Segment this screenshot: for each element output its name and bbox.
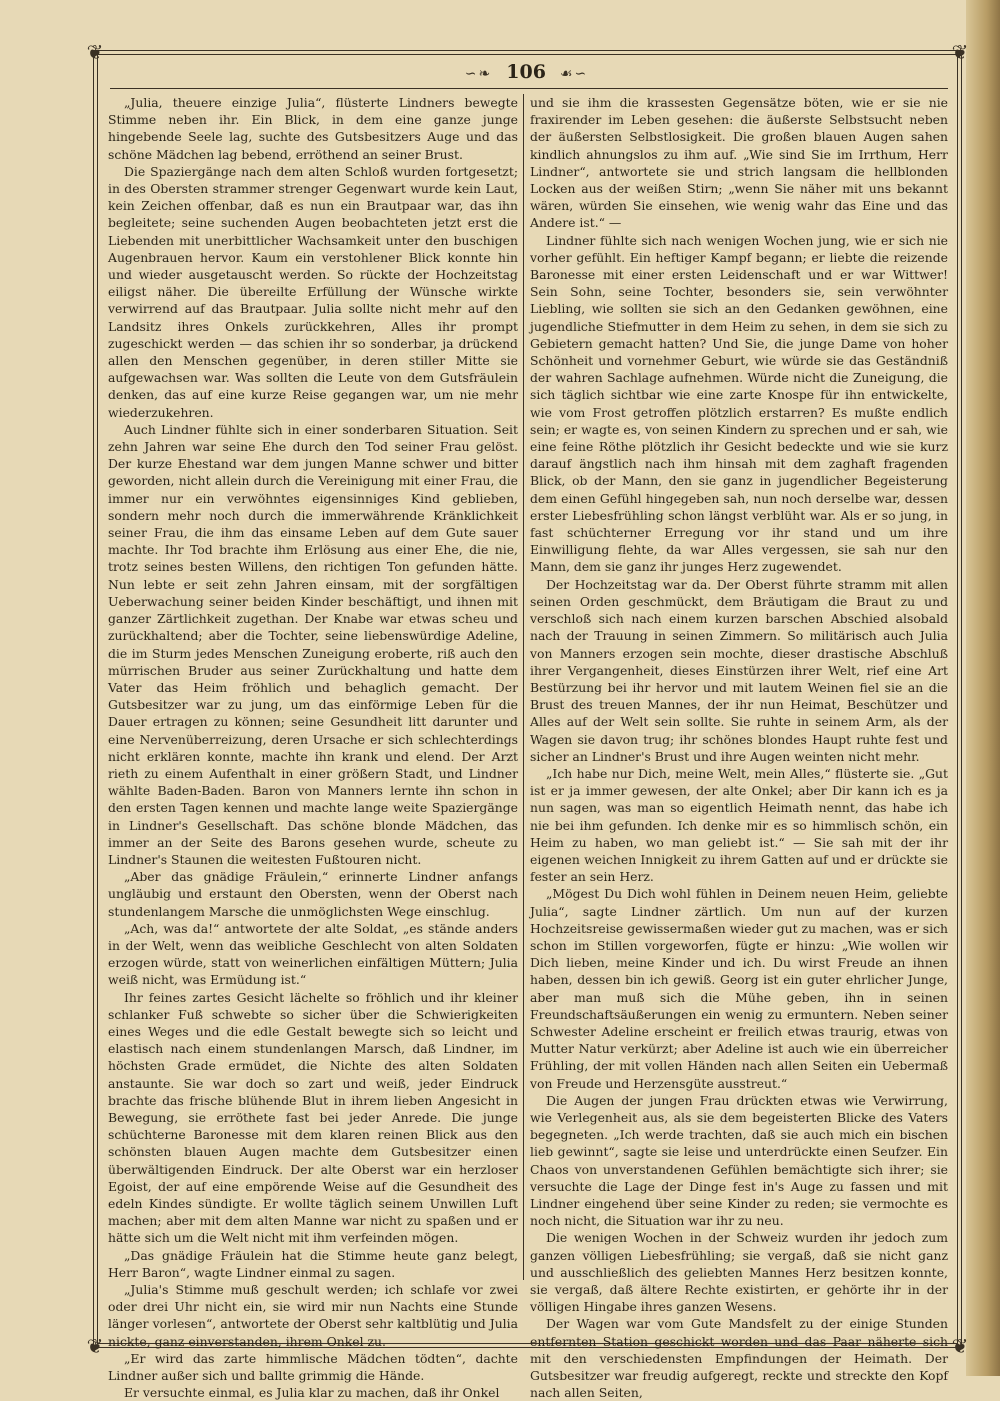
header-ornament-left-icon: ∽❧ — [464, 66, 493, 82]
paragraph: „Er wird das zarte himmlische Mädchen tödten“, dachte Lindner außer sich und ballte grimmig die Hände. — [108, 1350, 518, 1384]
paragraph: Lindner fühlte sich nach wenigen Wochen jung, wie er sich nie vorher gefühlt. Ein heftiger Kampf begann; er liebte die reizende Baronesse mit einer ersten Leidenschaft und er war Wittwer! Sein Sohn, seine Tochter, besonders sie, sein verwöhnter Liebling, wie sollten sie sich an den Gedanken gewöhnen, eine jugendliche Stiefmutter in dem Heim zu sehen, in dem sie sich zu Gebietern gemacht hatten? Und Sie, die junge Dame von hoher Schönheit und vornehmer Geburt, wie würde sie das Geständniß der wahren Sachlage aufnehmen. Würde nicht die Zuneigung, die sich täglich sichtbar wie eine zarte Knospe für ihn entwickelte, wie vom Frost getroffen plötzlich erstarren? Es mußte endlich sein; er wagte es, von seinen Kindern zu sprechen und er sah, wie eine feine Röthe plötzlich ihr Gesicht bedeckte und wie sie kurz darauf ängstlich nach ihm hinsah mit dem zaghaft fragenden Blick, ob der Mann, den sie ganz in jugendlicher Begeisterung dem einen Gefühl hingegeben sah, nun noch derselbe war, dessen erster Liebesfrühling schon längst verblüht war. Als er so jung, in fast schüchterner Erregung vor ihr stand und um ihre Einwilligung flehte, da war Alles vergessen, sie sah nur den Mann, dem sie ganz ihr junges Herz zugewendet. — [530, 232, 948, 575]
paragraph: „Ich habe nur Dich, meine Welt, mein Alles,“ flüsterte sie. „Gut ist er ja immer gewesen, der alte Onkel; aber Dir kann ich es ja nun sagen, was man so eigentlich Heimath nennt, das habe ich nie bei ihm gefunden. Ich denke mir es so himmlisch schön, ein Heim zu haben, wo man geliebt ist.“ — Sie sah mit der ihr eigenen weichen Innigkeit zu ihrem Gatten auf und er drückte sie fester an sein Herz. — [530, 765, 948, 885]
paragraph: „Julia, theuere einzige Julia“, flüsterte Lindners bewegte Stimme neben ihr. Ein Blick, in dem eine ganze junge hingebende Seele lag, suchte des Gutsbesitzers Auge und das schöne Mädchen lag bebend, erröthend an seiner Brust. — [108, 95, 518, 162]
paragraph: Er versuchte einmal, es Julia klar zu machen, daß ihr Onkel — [124, 1385, 500, 1401]
header-rule — [110, 88, 948, 89]
paragraph: Die wenigen Wochen in der Schweiz wurden ihr jedoch zum ganzen völligen Liebesfrühling; sie vergaß, daß sie nicht ganz und ausschließlich des geliebten Mannes Herz besitzen konnte, sie vergaß, daß ältere Rechte existirten, er gehörte ihr in der völligen Hingabe ihres ganzen Wesens. — [530, 1230, 948, 1315]
paragraph: Auch Lindner fühlte sich in einer sonderbaren Situation. Seit zehn Jahren war seine Ehe durch den Tod seiner Frau gelöst. Der kurze Ehestand war dem jungen Manne schwer und bitter geworden, nicht allein durch die Vereinigung mit einer Frau, die immer nur ein verwöhntes eigensinniges Kind geblieben, sondern mehr noch durch die immerwährende Kränklichkeit seiner Frau, die ihm das einsame Leben auf dem Gute sauer machte. Ihr Tod brachte ihm Erlösung aus einer Ehe, die nie, trotz seines besten Willens, den richtigen Ton gefunden hätte. Nun lebte er seit zehn Jahren einsam, mit der sorgfältigen Ueberwachung seiner beiden Kinder beschäftigt, und ihnen mit ganzer Zärtlichkeit zugethan. Der Knabe war etwas scheu und zurückhaltend; aber die Tochter, seine liebenswürdige Adeline, die im Sturm jedes Menschen Zuneigung eroberte, riß auch den mürrischen Bruder aus seiner Zurückhaltung und hatte dem Vater das Heim fröhlich und behaglich gemacht. Der Gutsbesitzer war zu jung, um das einförmige Leben für die Dauer ertragen zu können; seine Gesundheit litt darunter und eine Nervenüberreizung, deren Ursache er sich schlechterdings nicht erklären konnte, machte ihn krank und elend. Der Arzt rieth zu einem Aufenthalt in einer größern Stadt, und Lindner wählte Baden-Baden. Baron von Manners lernte ihn schon in den ersten Tagen kennen und machte lange weite Spaziergänge in Lindner's Gesellschaft. Das schöne blonde Mädchen, das immer an der Seite des Barons gesehen wurde, scheute zu Lindner's Staunen die weitesten Fußtouren nicht. — [108, 421, 518, 867]
page-number: 106 — [506, 61, 546, 83]
paragraph: Die Spaziergänge nach dem alten Schloß wurden fortgesetzt; in des Obersten strammer strenger Gegenwart wurde kein Laut, kein Zeichen offenbar, daß es nun ein Brautpaar war, das ihn begleitete; seine suchenden Augen beobachteten jetzt erst die Liebenden mit unerbittlicher Wachsamkeit unter den buschigen Augenbrauen hervor. Kaum ein verstohlener Blick konnte hin und wieder ausgetauscht werden. So rückte der Hochzeitstag eiligst näher. Die übereilte Erfüllung der Wünsche wirkte verwirrend auf das Brautpaar. Julia sollte nicht mehr auf den Landsitz ihres Onkels zurückkehren, Alles ihr prompt zugeschickt werden — das schien ihr so sonderbar, ja drückend allen den Menschen gegenüber, in deren stiller Mitte sie aufgewachsen war. Was sollten die Leute von dem Gutsfräulein denken, das auf eine kurze Reise gegangen war, um nie mehr wiederzukehren. — [108, 163, 518, 420]
paragraph: „Das gnädige Fräulein hat die Stimme heute ganz belegt, Herr Baron“, wagte Lindner einmal zu sagen. — [108, 1247, 518, 1280]
column-divider — [523, 94, 524, 1280]
left-column — [108, 94, 518, 1401]
corner-ornament-bottom-left: ❦ — [86, 1334, 104, 1358]
paragraph-continued: und sie ihm die krassesten Gegensätze böten, wie er sie nie fraxirender im Leben gesehen: die äußerste Selbstsucht neben der äußersten Selbstlosigkeit. Die großen blauen Augen sahen kindlich ahnungslos zu ihm auf. „Wie sind Sie im Irrthum, Herr Lindner“, antwortete sie und strich langsam die hellblonden Locken aus der weißen Stirn; „wenn Sie näher mit uns bekannt wären, würden Sie einsehen, wie wenig wahr das Eine und das Andere ist.“ — — [530, 95, 948, 231]
corner-ornament-top-right: ❦ — [951, 40, 969, 64]
book-spine-edge — [966, 0, 1000, 1376]
paragraph: „Aber das gnädige Fräulein,“ erinnerte Lindner anfangs ungläubig und erstaunt den Obersten, wenn der Oberst nach stundenlangem Marsche die unmöglichsten Wege einschlug. — [108, 869, 518, 919]
header-ornament-right-icon: ☙∽ — [559, 66, 589, 82]
paragraph: Der Hochzeitstag war da. Der Oberst führte stramm mit allen seinen Orden geschmückt, dem Bräutigam die Braut zu und verschloß sich nach einem kurzen barschen Abschied alsobald nach der Trauung in seinen Zimmern. So militärisch auch Julia von Manners erzogen sein mochte, dieser drastische Abschluß ihrer Vergangenheit, dieses Einstürzen ihrer Welt, rief eine Art Bestürzung bei ihr hervor und mit lautem Weinen fiel sie an die Brust des treuen Mannes, der ihr nun Heimat, Beschützer und Alles auf der Welt sein sollte. Sie ruhte in seinem Arm, als der Wagen sie davon trug; ihr schönes blondes Haupt ruhte fest und sicher an Lindner's Brust und ihre Augen weinten nicht mehr. — [530, 576, 948, 764]
paragraph: Ihr feines zartes Gesicht lächelte so fröhlich und ihr kleiner schlanker Fuß schwebte so sicher über die Schwierigkeiten eines Weges und die edle Gestalt bewegte sich so leicht und elastisch nach einem stundenlangen Marsch, daß Lindner, im höchsten Grade ermüdet, die Nichte des alten Soldaten anstaunte. Sie war doch so zart und weiß, jeder Eindruck brachte das frische blühende Blut in ihrem lieben Angesicht in Bewegung, sie erröthete fast bei jeder Anrede. Die junge schüchterne Baronesse mit dem klaren reinen Blick aus den schönsten blauen Augen machte dem Gutsbesitzer einen überwältigenden Eindruck. Der alte Oberst war ein herzloser Egoist, der auf eine empörende Weise auf die Gesundheit des edeln Kindes sündigte. Er wollte täglich seinem Unwillen Luft machen; aber mit dem alten Manne war nicht zu spaßen und er hätte sich um die Welt nicht mit ihm verfeinden mögen. — [108, 989, 518, 1246]
paragraph: Der Wagen war vom Gute Mandsfelt zu der einige Stunden entfernten Station geschickt worden und das Paar näherte sich mit den verschiedensten Empfindungen der Heimath. Der Gutsbesitzer war freudig aufgeregt, reckte und streckte den Kopf nach allen Seiten, — [530, 1316, 948, 1401]
page-header — [93, 58, 960, 86]
paragraph: „Mögest Du Dich wohl fühlen in Deinem neuen Heim, geliebte Julia“, sagte Lindner zärtlich. Um nun auf der kurzen Hochzeitsreise gewissermaßen wieder gut zu machen, was er sich schon im Stillen vorgeworfen, fügte er hinzu: „Wie wollen wir Dich lieben, meine Kinder und ich. Du wirst Freude an ihnen haben, dessen bin ich gewiß. Georg ist ein guter ehrlicher Junge, aber man muß sich die Mühe geben, ihn in seinen Freundschaftsäußerungen ein wenig zu ermuntern. Neben seiner Schwester Adeline erscheint er freilich etwas traurig, etwas von Mutter Natur verkürzt; aber Adeline ist auch wie ein überreicher Frühling, der mit vollen Händen nach allen Seiten ein Uebermaß von Freude und Herzensgüte ausstreut.“ — [530, 886, 948, 1091]
corner-ornament-top-left: ❦ — [86, 40, 104, 64]
corner-ornament-bottom-right: ❦ — [951, 1334, 969, 1358]
paragraph: Die Augen der jungen Frau drückten etwas wie Verwirrung, wie Verlegenheit aus, als sie dem begeisterten Blicke des Vaters begegneten. „Ich werde trachten, daß sie auch mich ein bischen lieb gewinnt“, sagte sie leise und unterdrückte einen Seufzer. Ein Chaos von unverstandenen Gefühlen bemächtigte sich ihrer; sie versuchte die Lage der Dinge fest in's Auge zu fassen und mit Lindner eingehend über seine Kinder zu reden; sie vermochte es noch nicht, die Situation war ihr zu neu. — [530, 1092, 948, 1229]
paragraph: „Julia's Stimme muß geschult werden; ich schlafe vor zwei oder drei Uhr nicht ein, sie wird mir nun Nachts eine Stunde länger vorlesen“, antwortete der Oberst sehr kaltblütig und Julia nickte, ganz einverstanden, ihrem Onkel zu. — [108, 1282, 518, 1349]
right-column — [530, 94, 948, 1401]
paragraph: „Ach, was da!“ antwortete der alte Soldat, „es stände anders in der Welt, wenn das weibliche Geschlecht von alten Soldaten erzogen würde, statt von weinerlichen einfältigen Müttern; Julia weiß nicht, was Ermüdung ist.“ — [108, 920, 518, 988]
